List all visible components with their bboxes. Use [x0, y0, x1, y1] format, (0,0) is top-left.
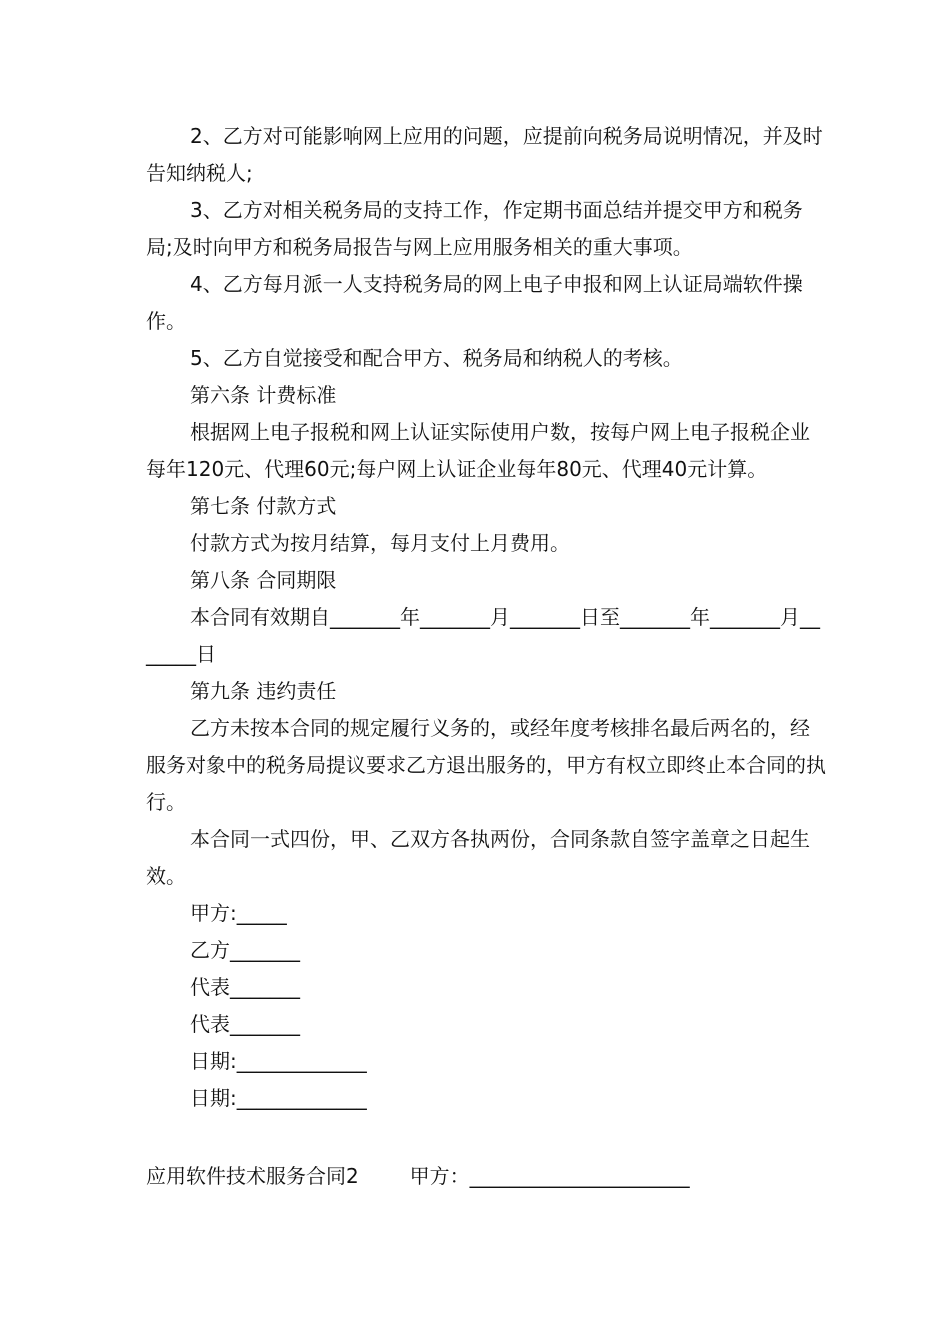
clause-paragraph: 乙方未按本合同的规定履行义务的，或经年度考核排名最后两名的，经服务对象中的税务局提议要求乙方退出服务的，甲方有权立即终止本合同的执行。 [146, 716, 826, 814]
next-contract-heading: 应用软件技术服务合同2 甲方：______________________ [146, 1164, 690, 1188]
clause-paragraph: 根据网上电子报税和网上认证实际使用户数，按每户网上电子报税企业每年120元、代理60元;每户网上认证企业每年80元、代理40元计算。 [146, 420, 810, 481]
clause-paragraph: 5、乙方自觉接受和配合甲方、税务局和纳税人的考核。 [190, 346, 683, 370]
clause-paragraph: 4、乙方每月派一人支持税务局的网上电子申报和网上认证局端软件操作。 [146, 272, 803, 333]
section-heading-fee: 第六条 计费标准 [190, 383, 337, 407]
clause-paragraph: 本合同一式四份，甲、乙双方各执两份，合同条款自签字盖章之日起生效。 [146, 827, 810, 888]
section-heading-payment: 第七条 付款方式 [190, 494, 337, 518]
signature-party-b: 乙方_______ [190, 938, 300, 962]
signature-party-a: 甲方:_____ [190, 901, 287, 925]
signature-date: 日期:_____________ [190, 1049, 367, 1073]
clause-paragraph: 3、乙方对相关税务局的支持工作，作定期书面总结并提交甲方和税务局;及时向甲方和税务局报告与网上应用服务相关的重大事项。 [146, 198, 803, 259]
contract-body [146, 118, 826, 1117]
section-heading-term: 第八条 合同期限 [190, 568, 337, 592]
signature-representative: 代表_______ [190, 975, 300, 999]
clause-paragraph: 付款方式为按月结算，每月支付上月费用。 [190, 531, 570, 555]
section-heading-liability: 第九条 违约责任 [190, 679, 337, 703]
signature-date: 日期:_____________ [190, 1086, 367, 1110]
clause-paragraph: 2、乙方对可能影响网上应用的问题，应提前向税务局说明情况，并及时告知纳税人; [146, 124, 823, 185]
clause-paragraph: 本合同有效期自_______年_______月_______日至_______年_______月_______日 [146, 605, 820, 666]
signature-representative: 代表_______ [190, 1012, 300, 1036]
